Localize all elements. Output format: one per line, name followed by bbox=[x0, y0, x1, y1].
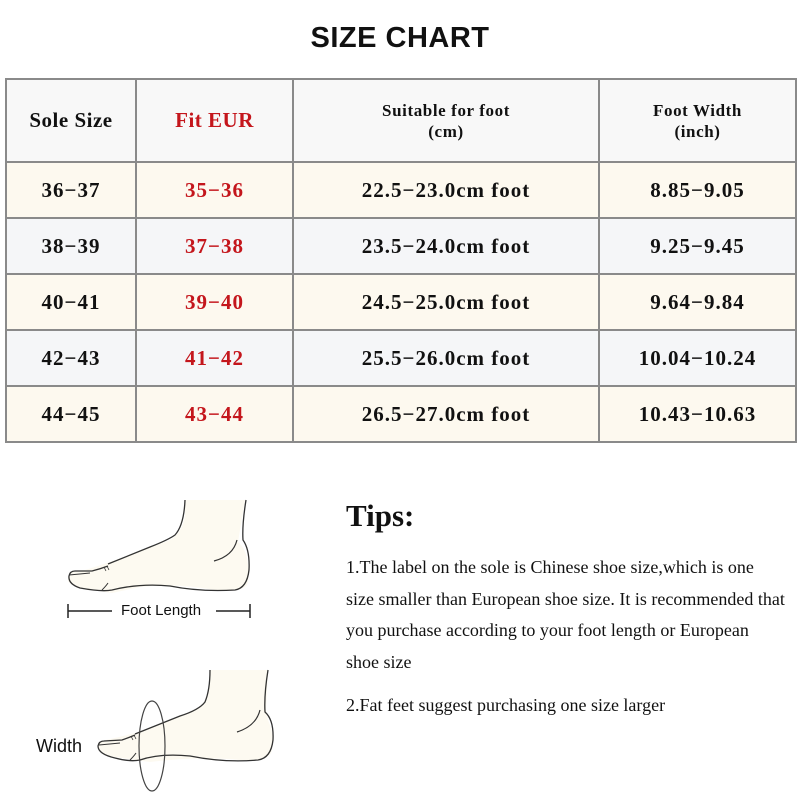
cell-fit-eur: 37−38 bbox=[136, 218, 293, 274]
header-suitable-line2: (cm) bbox=[428, 121, 464, 141]
size-chart-table bbox=[5, 78, 797, 443]
cell-foot-width: 9.25−9.45 bbox=[599, 218, 796, 274]
table-header-row bbox=[6, 79, 796, 162]
header-width-line2: (inch) bbox=[674, 121, 721, 141]
header-foot-width bbox=[599, 79, 796, 162]
header-width-line1: Foot Width bbox=[653, 100, 742, 120]
cell-foot-cm: 22.5−23.0cm foot bbox=[293, 162, 599, 218]
cell-foot-cm: 26.5−27.0cm foot bbox=[293, 386, 599, 442]
page-title: SIZE CHART bbox=[310, 22, 490, 54]
cell-fit-eur: 39−40 bbox=[136, 274, 293, 330]
cell-sole-size: 38−39 bbox=[6, 218, 136, 274]
table-row bbox=[6, 218, 796, 274]
foot-length-label: Foot Length bbox=[121, 602, 202, 619]
table-row bbox=[6, 162, 796, 218]
foot-width-icon bbox=[0, 650, 320, 800]
table-row bbox=[6, 274, 796, 330]
foot-width-figure bbox=[0, 650, 320, 800]
cell-foot-cm: 23.5−24.0cm foot bbox=[293, 218, 599, 274]
table-row bbox=[6, 330, 796, 386]
cell-fit-eur: 41−42 bbox=[136, 330, 293, 386]
tip-item-1: 1.The label on the sole is Chinese shoe size,which is one size smaller than European shoe size. It is recommended that you purchase according to your foot length or European shoe size bbox=[346, 557, 785, 672]
header-sole-size: Sole Size bbox=[6, 79, 136, 162]
cell-fit-eur: 35−36 bbox=[136, 162, 293, 218]
cell-foot-cm: 25.5−26.0cm foot bbox=[293, 330, 599, 386]
width-label: Width bbox=[36, 736, 83, 756]
cell-sole-size: 36−37 bbox=[6, 162, 136, 218]
cell-sole-size: 40−41 bbox=[6, 274, 136, 330]
header-fit-eur: Fit EUR bbox=[136, 79, 293, 162]
foot-length-figure bbox=[0, 480, 320, 640]
header-suitable-foot bbox=[293, 79, 599, 162]
cell-foot-width: 10.04−10.24 bbox=[599, 330, 796, 386]
cell-sole-size: 44−45 bbox=[6, 386, 136, 442]
cell-foot-width: 9.64−9.84 bbox=[599, 274, 796, 330]
header-suitable-line1: Suitable for foot bbox=[382, 100, 510, 120]
cell-fit-eur: 43−44 bbox=[136, 386, 293, 442]
cell-sole-size: 42−43 bbox=[6, 330, 136, 386]
tips-heading: Tips: bbox=[346, 498, 415, 533]
tip-item-2: 2.Fat feet suggest purchasing one size larger bbox=[346, 695, 666, 715]
table-row bbox=[6, 386, 796, 442]
cell-foot-cm: 24.5−25.0cm foot bbox=[293, 274, 599, 330]
cell-foot-width: 10.43−10.63 bbox=[599, 386, 796, 442]
cell-foot-width: 8.85−9.05 bbox=[599, 162, 796, 218]
tips-section bbox=[346, 498, 786, 722]
